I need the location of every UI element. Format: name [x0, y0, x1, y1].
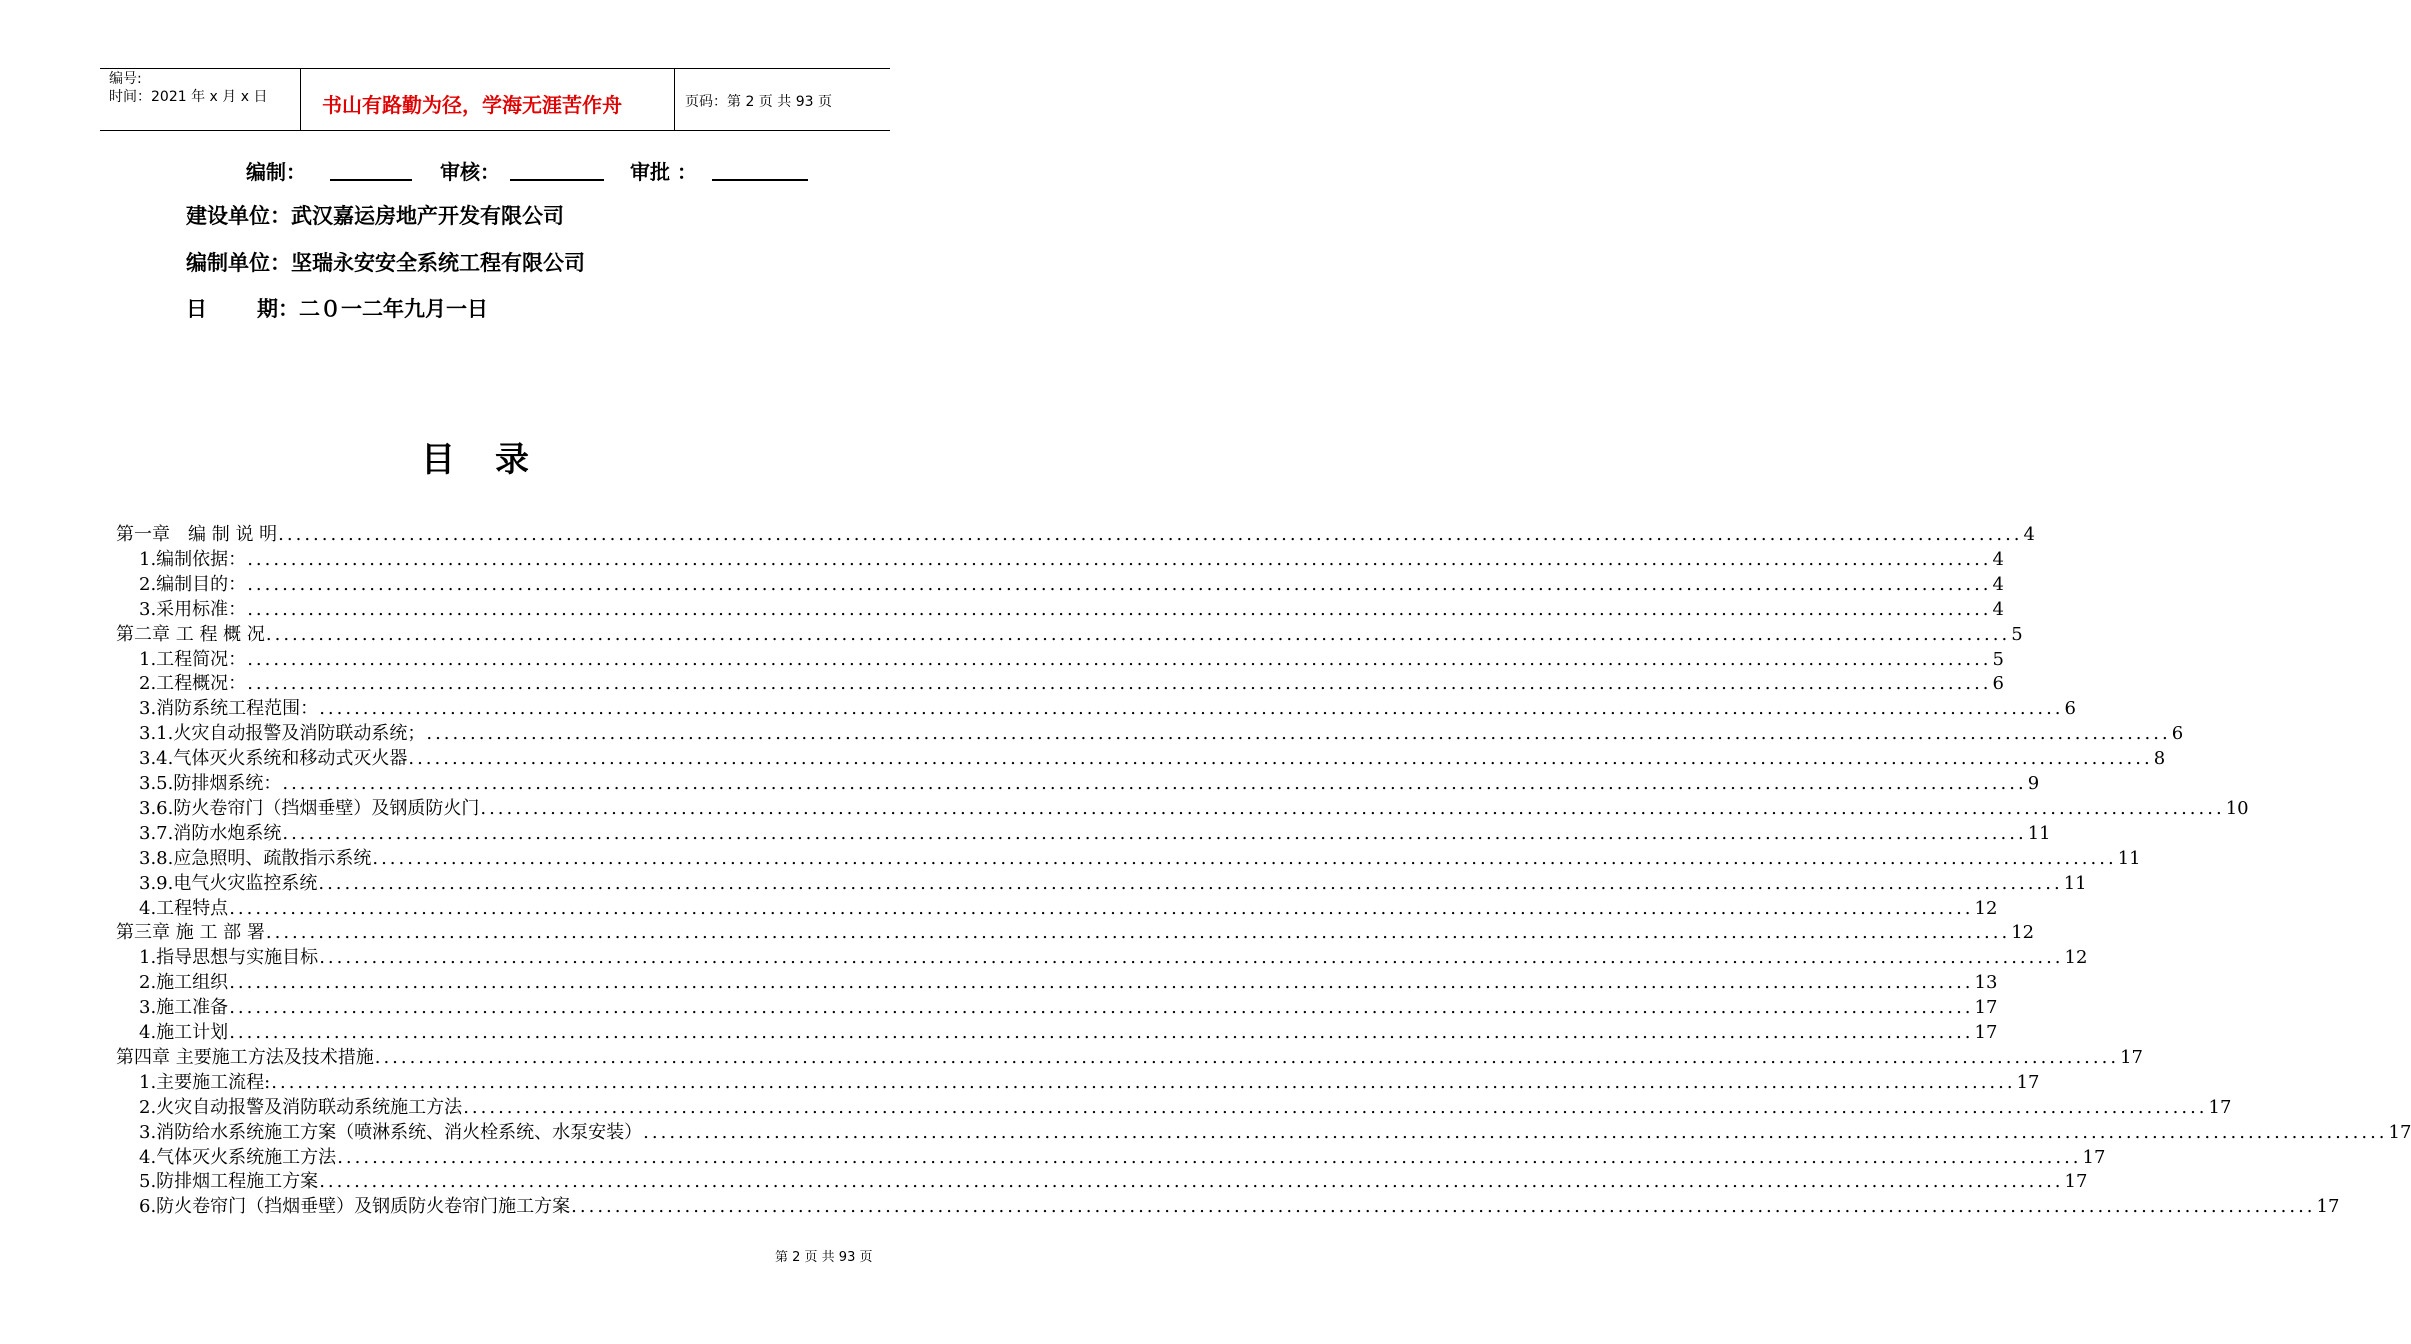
toc-entry-page: 12	[2011, 922, 2035, 944]
toc-entry-page: 4	[1992, 598, 2004, 620]
serial-label: 编号:	[109, 71, 142, 87]
header-motto-cell	[300, 69, 675, 130]
toc-leader-dots: ........................................................................................................................................................................................................	[426, 723, 2171, 745]
toc-leader-dots: ........................................................................................................................................................................................................	[282, 773, 2027, 794]
toc-leader-dots: ........................................................................................................................................................................................................	[229, 972, 1974, 994]
toc-entry-page: 12	[1974, 897, 1998, 919]
toc-entry-text: 第四章 主要施工方法及技术措施	[116, 1046, 374, 1068]
toc-entry[interactable]	[116, 920, 2035, 945]
toc-entry-text: 3.消防给水系统施工方案（喷淋系统、消火栓系统、水泵安装）	[139, 1121, 643, 1143]
compile-blank	[330, 179, 412, 181]
compiler-label: 编制单位：	[186, 251, 291, 275]
toc-entry[interactable]	[139, 721, 2184, 746]
toc-leader-dots: ........................................................................................................................................................................................................	[265, 623, 2011, 645]
toc-entry[interactable]	[139, 1169, 2088, 1194]
toc-entry[interactable]	[139, 671, 2004, 696]
toc-entry[interactable]	[139, 771, 2040, 796]
toc-leader-dots: ........................................................................................................................................................................................................	[480, 797, 2225, 819]
toc-entry-page: 4	[1992, 573, 2004, 595]
signoff-line	[0, 152, 950, 186]
time-label: 时间：2021 年 x 月 x 日	[109, 89, 268, 105]
compiler-value: 坚瑞永安安全系统工程有限公司	[291, 251, 585, 275]
toc-entry-text: 3.5.防排烟系统：	[139, 773, 282, 794]
toc-entry-page: 17	[1974, 1022, 1998, 1043]
compile-label: 编制：	[246, 160, 306, 184]
toc-entry-text: 3.7.消防水炮系统	[139, 822, 282, 844]
header-meta-cell	[100, 69, 301, 130]
toc-entry-page: 12	[2064, 947, 2088, 969]
toc-leader-dots: ........................................................................................................................................................................................................	[229, 997, 1974, 1019]
toc-leader-dots: ........................................................................................................................................................................................................	[247, 573, 1992, 595]
footer-page-number: 第 2 页 共 93 页	[775, 1250, 873, 1265]
toc-entry-page: 17	[2208, 1096, 2232, 1118]
motto-text: 书山有路勤为径，学海无涯苦作舟	[322, 93, 622, 117]
toc-entry[interactable]	[116, 522, 2035, 547]
toc-leader-dots: ........................................................................................................................................................................................................	[247, 648, 1992, 670]
toc-entry[interactable]	[139, 1070, 2040, 1095]
toc-leader-dots: ........................................................................................................................................................................................................	[247, 673, 1992, 695]
toc-entry[interactable]	[139, 970, 1998, 995]
toc-entry-text: 第二章 工 程 概 况	[116, 623, 265, 645]
toc-entry[interactable]	[139, 696, 2076, 721]
toc-entry[interactable]	[139, 597, 2004, 622]
review-blank	[510, 179, 604, 181]
toc-entry-page: 13	[1974, 972, 1998, 994]
toc-entry-text: 第一章 编 制 说 明	[116, 524, 278, 545]
toc-entry[interactable]	[139, 945, 2088, 970]
toc-entry-text: 2.火灾自动报警及消防联动系统施工方法	[139, 1096, 463, 1118]
toc-leader-dots: ........................................................................................................................................................................................................	[247, 548, 1992, 570]
date-label-2	[257, 293, 488, 323]
page-header	[100, 68, 890, 131]
review-label: 审核：	[440, 160, 500, 184]
toc-entry-page: 17	[2064, 1171, 2088, 1193]
toc-leader-dots: ........................................................................................................................................................................................................	[408, 748, 2153, 770]
toc-entry-page: 8	[2153, 748, 2166, 770]
toc-entry[interactable]	[116, 1045, 2143, 1070]
toc-leader-dots: ........................................................................................................................................................................................................	[463, 1096, 2208, 1118]
toc-entry-text: 2.编制目的：	[139, 573, 247, 595]
toc-entry-text: 5.防排烟工程施工方案	[139, 1171, 319, 1193]
toc-entry[interactable]	[139, 1120, 2411, 1145]
toc-entry-text: 3.8.应急照明、疏散指示系统	[139, 847, 372, 869]
toc-entry-page: 17	[2016, 1071, 2040, 1093]
toc-entry-text: 3.4.气体灭火系统和移动式灭火器	[139, 748, 408, 770]
toc-entry[interactable]	[139, 1095, 2232, 1120]
toc-entry[interactable]	[139, 896, 1998, 921]
approve-blank	[712, 179, 808, 181]
toc-entry[interactable]	[139, 647, 2004, 672]
toc-entry[interactable]	[116, 622, 2023, 647]
approve-label: 审批 ：	[630, 160, 697, 184]
toc-entry[interactable]	[139, 846, 2141, 871]
toc-entry-text: 1.工程简况：	[139, 648, 247, 670]
toc-entry[interactable]	[139, 821, 2051, 846]
date-value: 二０一二年九月一日	[299, 297, 488, 321]
toc-leader-dots: ........................................................................................................................................................................................................	[282, 822, 2027, 844]
toc-entry-page: 6	[2064, 698, 2076, 720]
toc-entry-page: 11	[2027, 822, 2051, 844]
toc-entry-page: 4	[1992, 548, 2004, 570]
toc-entry-text: 3.采用标准：	[139, 598, 247, 620]
header-page-label: 页码：第 2 页 共 93 页	[685, 94, 832, 110]
toc-leader-dots: ........................................................................................................................................................................................................	[319, 698, 2064, 720]
toc-leader-dots: ........................................................................................................................................................................................................	[278, 524, 2023, 545]
toc-leader-dots: ........................................................................................................................................................................................................	[337, 1146, 2082, 1168]
toc-entry-page: 6	[2171, 723, 2184, 745]
toc-entry[interactable]	[139, 995, 1998, 1020]
toc-entry-text: 3.消防系统工程范围：	[139, 698, 319, 720]
toc-leader-dots: ........................................................................................................................................................................................................	[643, 1121, 2388, 1143]
toc-entry[interactable]	[139, 1145, 2106, 1170]
toc-entry-page: 11	[2117, 847, 2141, 869]
toc-leader-dots: ........................................................................................................................................................................................................	[271, 1071, 2016, 1093]
header-page-cell	[674, 69, 890, 130]
toc-entry-text: 4.气体灭火系统施工方法	[139, 1146, 337, 1168]
toc-entry-page: 17	[2388, 1121, 2411, 1143]
toc-entry-text: 1.主要施工流程:	[139, 1071, 271, 1093]
toc-entry[interactable]	[139, 796, 2249, 821]
toc-entry-text: 3.6.防火卷帘门（挡烟垂壁）及钢质防火门	[139, 797, 480, 819]
toc-entry-page: 17	[2082, 1146, 2106, 1168]
toc-entry-page: 9	[2027, 773, 2040, 794]
toc-entry-text: 第三章 施 工 部 署	[116, 922, 265, 944]
toc-entry-text: 3.9.电气火灾监控系统	[139, 872, 318, 894]
toc-entry[interactable]	[139, 1020, 1998, 1045]
date-line	[186, 293, 586, 323]
toc-leader-dots: ........................................................................................................................................................................................................	[571, 1196, 2316, 1218]
compiler-line	[186, 247, 585, 277]
toc-entry-text: 2.工程概况：	[139, 673, 247, 695]
toc-entry-page: 17	[2120, 1046, 2143, 1068]
toc-entry-text: 3.施工准备	[139, 997, 229, 1019]
toc-entry-page: 5	[1992, 648, 2004, 670]
toc-entry[interactable]	[139, 572, 2004, 597]
builder-label: 建设单位：	[186, 204, 291, 228]
toc-entry[interactable]	[139, 1194, 2340, 1219]
toc-leader-dots: ........................................................................................................................................................................................................	[372, 847, 2117, 869]
toc-entry-text: 4.工程特点	[139, 897, 229, 919]
toc-entry-text: 3.1.火灾自动报警及消防联动系统；	[139, 723, 426, 745]
toc-leader-dots: ........................................................................................................................................................................................................	[319, 1171, 2064, 1193]
toc-entry-page: 5	[2011, 623, 2023, 645]
toc-entry-page: 11	[2063, 872, 2087, 894]
toc-leader-dots: ........................................................................................................................................................................................................	[374, 1046, 2120, 1068]
date-label-2-text: 期：	[257, 297, 299, 321]
toc-entry-text: 6.防火卷帘门（挡烟垂壁）及钢质防火卷帘门施工方案	[139, 1196, 571, 1218]
toc-leader-dots: ........................................................................................................................................................................................................	[319, 947, 2064, 969]
date-label-1: 日	[186, 297, 207, 321]
toc-entry-page: 17	[1974, 997, 1998, 1019]
toc-leader-dots: ........................................................................................................................................................................................................	[229, 897, 1974, 919]
toc-leader-dots: ........................................................................................................................................................................................................	[229, 1022, 1974, 1043]
toc-entry[interactable]	[139, 746, 2166, 771]
toc-leader-dots: ........................................................................................................................................................................................................	[318, 872, 2063, 894]
builder-line	[186, 200, 564, 230]
toc-title: 目录	[421, 440, 569, 480]
toc-entry-page: 6	[1992, 673, 2004, 695]
toc-entry-page: 4	[2023, 524, 2035, 545]
toc-entry-text: 2.施工组织	[139, 972, 229, 994]
toc-leader-dots: ........................................................................................................................................................................................................	[247, 598, 1992, 620]
builder-value: 武汉嘉运房地产开发有限公司	[291, 204, 564, 228]
toc-leader-dots: ........................................................................................................................................................................................................	[265, 922, 2011, 944]
toc-entry[interactable]	[139, 547, 2004, 572]
toc-entry-page: 17	[2316, 1196, 2340, 1218]
toc-entry-text: 1.编制依据：	[139, 548, 247, 570]
toc-entry-page: 10	[2225, 797, 2249, 819]
toc-entry-text: 1.指导思想与实施目标	[139, 947, 319, 969]
toc-entry-text: 4.施工计划	[139, 1022, 229, 1043]
toc-entry[interactable]	[139, 871, 2087, 896]
